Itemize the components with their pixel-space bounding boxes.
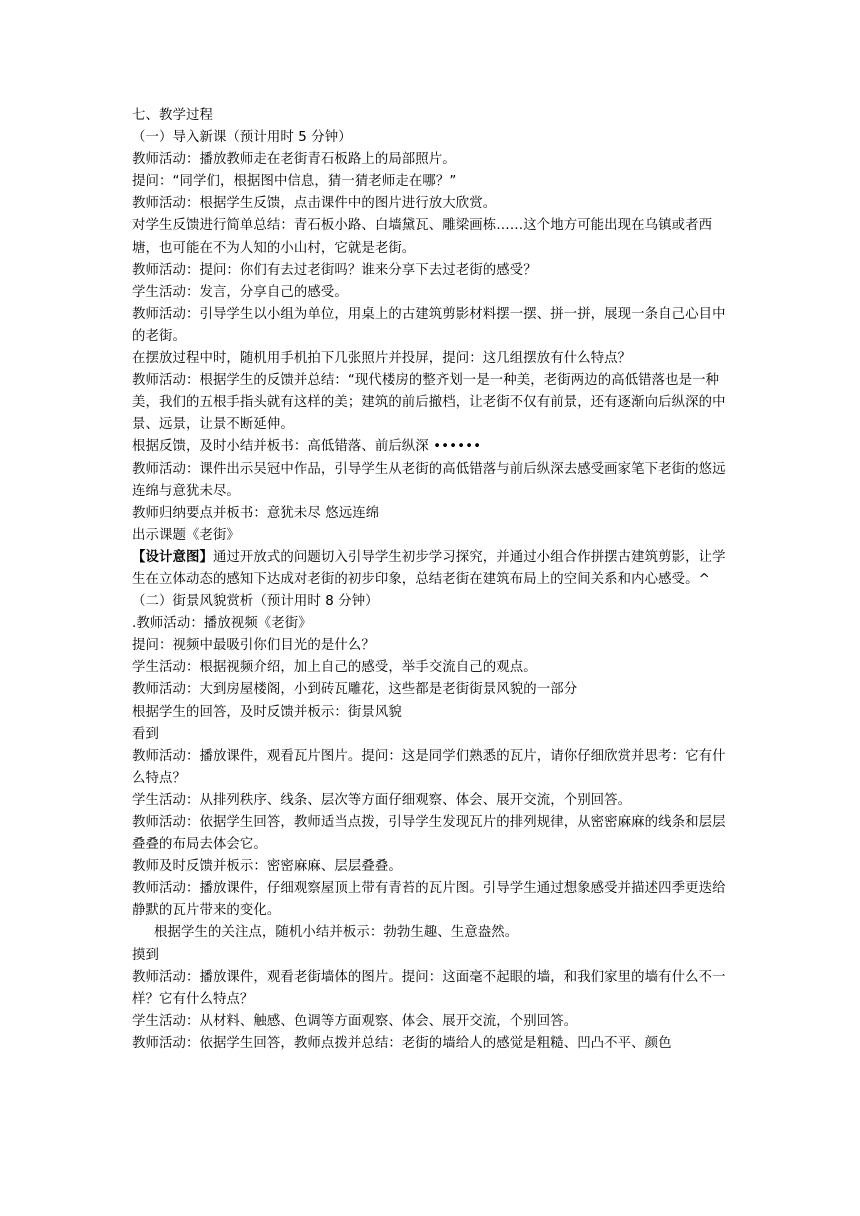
paragraph: 出示课题《老街》 bbox=[132, 527, 240, 543]
paragraph: 根据学生的关注点，随机小结并板示：勃勃生趣、生意盎然。 bbox=[154, 925, 519, 941]
paragraph: 对学生反馈进行简单总结：青石板小路、白墙黛瓦、雕梁画栋……这个地方可能出现在乌镇或者西塘，也可能在不为人知的小山村，它就是老街。 bbox=[132, 218, 713, 256]
paragraph: 教师活动：依据学生回答，教师点拨并总结：老街的墙给人的感觉是粗糙、凹凸不平、颜色 bbox=[132, 1035, 672, 1051]
paragraph: 教师活动：播放课件，观看瓦片图片。提问：这是同学们熟悉的瓦片，请你仔细欣赏并思考：它有什么特点？ bbox=[132, 748, 726, 786]
paragraph: 教师活动：课件出示吴冠中作品，引导学生从老街的高低错落与前后纵深去感受画家笔下老街的悠远连绵与意犹未尽。 bbox=[132, 461, 726, 499]
paragraph: 摸到 bbox=[132, 947, 159, 963]
paragraph: 在摆放过程中时，随机用手机拍下几张照片并投屏，提问：这几组摆放有什么特点？ bbox=[132, 351, 632, 367]
paragraph: 教师归纳要点并板书：意犹未尽 悠远连绵 bbox=[132, 505, 380, 521]
paragraph: 教师活动：大到房屋楼阁，小到砖瓦雕花，这些都是老街街景风貌的一部分 bbox=[132, 682, 578, 698]
paragraph: 看到 bbox=[132, 726, 159, 742]
paragraph: 学生活动：从材料、触感、色调等方面观察、体会、展开交流，个别回答。 bbox=[132, 1013, 578, 1029]
paragraph: 提问：视频中最吸引你们目光的是什么？ bbox=[132, 638, 375, 654]
subsection-heading: （一）导入新课（预计用时 5 分钟） bbox=[132, 130, 352, 146]
paragraph: 教师活动：播放课件，观看老街墙体的图片。提问：这面毫不起眼的墙，和我们家里的墙有什么不一样？它有什么特点？ bbox=[132, 969, 726, 1007]
paragraph: 根据反馈，及时小结并板书：高低错落、前后纵深 •••••• bbox=[132, 439, 482, 455]
paragraph: 教师活动：根据学生反馈，点击课件中的图片进行放大欣赏。 bbox=[132, 196, 497, 212]
paragraph: 学生活动：发言，分享自己的感受。 bbox=[132, 284, 348, 300]
paragraph: 教师活动：依据学生回答，教师适当点拨，引导学生发现瓦片的排列规律，从密密麻麻的线条和层层叠叠的布局去体会它。 bbox=[132, 815, 726, 853]
document-body bbox=[132, 105, 730, 1055]
paragraph: 教师及时反馈并板示：密密麻麻、层层叠叠。 bbox=[132, 859, 402, 875]
paragraph: .教师活动：播放视频《老街》 bbox=[132, 616, 312, 632]
paragraph: 教师活动：提问：你们有去过老街吗？谁来分享下去过老街的感受？ bbox=[132, 262, 537, 278]
design-intent-text: 通过开放式的问题切入引导学生初步学习探究，并通过小组合作拼摆古建筑剪影，让学生在立体动态的感知下达成对老街的初步印象，总结老街在建筑布局上的空间关系和内心感受。^ bbox=[132, 549, 726, 587]
section-heading: 七、教学过程 bbox=[132, 108, 213, 123]
design-intent-label: 【设计意图】 bbox=[132, 549, 213, 565]
paragraph: 教师活动：播放课件，仔细观察屋顶上带有青苔的瓦片图。引导学生通过想象感受并描述四季更迭给静默的瓦片带来的变化。 bbox=[132, 881, 726, 919]
paragraph: 学生活动：根据视频介绍，加上自己的感受，举手交流自己的观点。 bbox=[132, 660, 537, 676]
paragraph: 教师活动：引导学生以小组为单位，用桌上的古建筑剪影材料摆一摆、拼一拼，展现一条自己心目中的老街。 bbox=[132, 306, 726, 344]
paragraph: 学生活动：从排列秩序、线条、层次等方面仔细观察、体会、展开交流，个别回答。 bbox=[132, 792, 632, 808]
subsection-heading: （二）街景风貌赏析（预计用时 8 分钟） bbox=[132, 594, 379, 610]
paragraph: 根据学生的回答，及时反馈并板示：街景风貌 bbox=[132, 704, 402, 720]
paragraph: 教师活动：根据学生的反馈并总结：“现代楼房的整齐划一是一种美，老街两边的高低错落也是一种美，我们的五根手指头就有这样的美；建筑的前后撤档，让老街不仅有前景，还有逐渐向后纵深的中景、远景，让景不断延伸。 bbox=[132, 373, 726, 433]
paragraph: 提问：“同学们，根据图中信息，猜一猜老师走在哪？” bbox=[132, 174, 457, 190]
design-intent-paragraph bbox=[132, 547, 730, 591]
paragraph: 教师活动：播放教师走在老街青石板路上的局部照片。 bbox=[132, 152, 456, 168]
